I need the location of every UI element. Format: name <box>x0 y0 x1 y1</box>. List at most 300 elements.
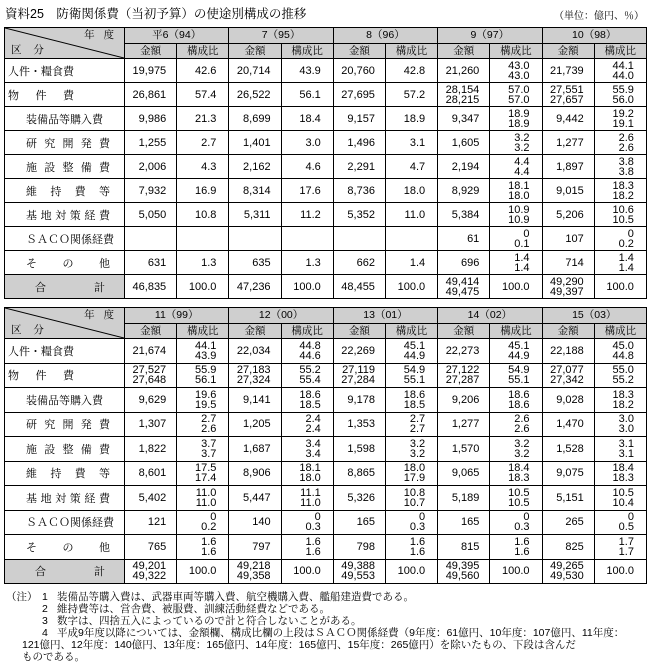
amount-cell <box>333 251 385 275</box>
footnote-number: 2 <box>42 603 48 615</box>
amount-cell <box>125 83 177 107</box>
ratio-cell <box>177 535 229 560</box>
row-label: そ の 他 <box>26 257 110 270</box>
ratio-value: 4.6 <box>305 160 321 173</box>
amount-value: 825 <box>565 540 584 553</box>
ratio-value: 17.4 <box>194 472 217 485</box>
amount-value: 8,601 <box>138 467 167 480</box>
ratio-value: 0 <box>627 227 634 240</box>
row-label: 施 設 整 備 費 <box>26 161 110 174</box>
ratio-cell <box>281 59 333 83</box>
ratio-cell <box>281 535 333 560</box>
amount-cell <box>333 275 385 299</box>
amount-header: 金額 <box>125 44 177 59</box>
category-heading: 区 分 <box>11 44 44 56</box>
ratio-value: 2.7 <box>409 413 426 426</box>
ratio-value: 17.6 <box>299 184 321 197</box>
ratio-cell <box>594 437 646 462</box>
table-row <box>5 251 647 275</box>
ratio-cell <box>385 412 437 437</box>
ratio-cell <box>594 83 646 107</box>
ratio-value: 55.0 <box>612 364 634 377</box>
ratio-cell <box>385 203 437 227</box>
budget-table-fy1999-2003 <box>4 307 647 584</box>
ratio-value: 55.2 <box>612 374 634 387</box>
amount-value: 9,347 <box>451 112 480 125</box>
amount-cell <box>333 179 385 203</box>
ratio-value: 4.4 <box>514 155 530 168</box>
amount-cell <box>125 461 177 486</box>
ratio-value: 10.5 <box>508 486 530 499</box>
amount-cell <box>229 59 281 83</box>
footnote-4-continued <box>6 651 624 663</box>
amount-cell <box>438 510 490 535</box>
amount-value: 5,189 <box>451 491 480 504</box>
amount-cell <box>229 510 281 535</box>
amount-header: 金額 <box>542 324 594 339</box>
amount-header: 金額 <box>438 44 490 59</box>
amount-value: 9,075 <box>556 467 584 480</box>
ratio-cell <box>490 131 542 155</box>
ratio-value: 100.0 <box>606 280 634 293</box>
table-row <box>5 83 647 107</box>
amount-cell <box>229 388 281 413</box>
ratio-cell <box>385 486 437 511</box>
row-label: 基 地 対 策 経 費 <box>26 492 110 505</box>
ratio-value: 4.3 <box>201 160 217 173</box>
ratio-cell <box>594 131 646 155</box>
ratio-cell <box>594 363 646 388</box>
amount-value: 9,015 <box>556 184 584 197</box>
amount-cell <box>333 339 385 364</box>
footnote-text: 平成9年度以降については、金額欄、構成比欄の上段はＳＡＣＯ関係経費（9年度：61億円、10年度：107億円、11年度： <box>57 627 625 639</box>
table-row <box>5 131 647 155</box>
amount-value: 21,674 <box>132 344 167 357</box>
ratio-cell <box>594 412 646 437</box>
ratio-cell <box>385 437 437 462</box>
amount-cell <box>125 251 177 275</box>
amount-cell <box>125 535 177 560</box>
ratio-value: 100.0 <box>397 565 426 578</box>
amount-cell <box>125 59 177 83</box>
footnote-text: 維持費等は、営舎費、被服費、訓練活動経費などである。 <box>57 603 330 615</box>
amount-cell <box>542 535 594 560</box>
ratio-cell <box>385 559 437 584</box>
ratio-cell <box>177 461 229 486</box>
ratio-value: 0.5 <box>618 521 634 534</box>
amount-value: 1,496 <box>347 136 375 149</box>
amount-value: 27,657 <box>550 93 584 106</box>
ratio-value: 3.1 <box>618 437 634 450</box>
amount-value: 26,861 <box>132 88 167 101</box>
amount-value: 9,028 <box>556 393 584 406</box>
amount-cell <box>229 363 281 388</box>
row-label: 維 持 費 等 <box>26 468 110 481</box>
amount-value: 797 <box>252 540 271 553</box>
amount-value: 5,384 <box>451 208 480 221</box>
table-row <box>5 510 647 535</box>
amount-value: 1,205 <box>243 418 271 431</box>
row-label: 装備品等購入費 <box>26 113 103 126</box>
category-heading: 区 分 <box>11 324 44 336</box>
amount-value: 662 <box>356 256 375 269</box>
amount-value: 27,287 <box>445 374 480 387</box>
amount-cell <box>438 275 490 299</box>
ratio-value: 100.0 <box>188 565 217 578</box>
ratio-value: 10.6 <box>612 203 634 216</box>
amount-value: 26,522 <box>236 88 271 101</box>
amount-value: 27,324 <box>236 374 271 387</box>
ratio-value: 1.4 <box>618 261 634 274</box>
amount-cell <box>542 363 594 388</box>
ratio-value: 3.4 <box>305 447 321 460</box>
ratio-cell <box>594 107 646 131</box>
ratio-cell <box>490 535 542 560</box>
ratio-cell <box>490 59 542 83</box>
row-label-cell <box>5 412 125 437</box>
ratio-value: 1.6 <box>201 535 217 548</box>
amount-value: 265 <box>565 516 584 529</box>
unit-label: （単位：億円、％） <box>554 11 644 22</box>
ratio-cell <box>385 461 437 486</box>
ratio-value: 55.1 <box>403 374 426 387</box>
ratio-value: 54.9 <box>508 364 530 377</box>
amount-value: 47,236 <box>236 280 271 293</box>
ratio-value: 42.8 <box>403 64 426 77</box>
amount-header: 金額 <box>125 324 177 339</box>
amount-value: 1,687 <box>243 442 271 455</box>
ratio-cell <box>594 59 646 83</box>
amount-cell <box>438 339 490 364</box>
corner-header-cell <box>5 308 125 339</box>
ratio-cell <box>385 339 437 364</box>
amount-cell <box>229 131 281 155</box>
ratio-value: 18.2 <box>612 189 634 202</box>
amount-cell <box>229 486 281 511</box>
year-header: 8（96） <box>333 28 437 44</box>
ratio-cell <box>594 251 646 275</box>
amount-header: 金額 <box>438 324 490 339</box>
amount-value: 9,206 <box>451 393 480 406</box>
ratio-value: 19.6 <box>194 388 217 401</box>
ratio-cell <box>385 155 437 179</box>
ratio-value: 43.0 <box>508 69 530 82</box>
amount-value: 2,006 <box>138 160 167 173</box>
year-header: 13（01） <box>333 308 437 324</box>
amount-cell <box>542 83 594 107</box>
ratio-cell <box>385 107 437 131</box>
amount-value: 8,736 <box>347 184 375 197</box>
row-label: ＳＡＣＯ関係経費 <box>26 517 114 530</box>
amount-cell <box>229 83 281 107</box>
ratio-cell <box>177 559 229 584</box>
row-label: 研 究 開 発 費 <box>26 137 110 150</box>
amount-value: 5,352 <box>347 208 375 221</box>
ratio-cell <box>177 179 229 203</box>
ratio-value: 1.4 <box>409 256 426 269</box>
amount-value: 714 <box>565 256 584 269</box>
table-row <box>5 559 647 584</box>
amount-value: 9,986 <box>138 112 167 125</box>
ratio-value: 18.0 <box>299 472 321 485</box>
amount-value: 1,822 <box>138 442 167 455</box>
ratio-value: 1.6 <box>409 535 426 548</box>
amount-value: 2,162 <box>243 160 271 173</box>
ratio-value: 16.9 <box>194 184 217 197</box>
ratio-value: 10.9 <box>508 203 530 216</box>
amount-value: 1,605 <box>451 136 480 149</box>
ratio-value: 18.3 <box>612 388 634 401</box>
ratio-cell <box>281 131 333 155</box>
amount-value: 27,284 <box>341 374 375 387</box>
amount-value: 21,739 <box>550 64 584 77</box>
ratio-cell <box>594 535 646 560</box>
ratio-value: 55.2 <box>299 364 321 377</box>
footnote-number: 4 <box>42 627 48 639</box>
amount-cell <box>438 155 490 179</box>
ratio-value: 18.4 <box>299 112 321 125</box>
amount-cell <box>438 412 490 437</box>
amount-value: 27,551 <box>550 83 584 96</box>
amount-value: 8,314 <box>243 184 271 197</box>
amount-value: 165 <box>460 516 480 529</box>
ratio-value: 3.7 <box>201 437 217 450</box>
ratio-cell <box>594 559 646 584</box>
ratio-value: 57.0 <box>508 83 530 96</box>
ratio-value: 100.0 <box>502 565 530 578</box>
table-row <box>5 486 647 511</box>
ratio-cell <box>281 437 333 462</box>
row-label: 装備品等購入費 <box>26 394 103 407</box>
ratio-value: 1.6 <box>409 545 426 558</box>
amount-cell <box>125 486 177 511</box>
ratio-value: 2.7 <box>409 423 426 436</box>
ratio-value: 18.6 <box>508 388 530 401</box>
row-label-cell <box>5 107 125 131</box>
amount-value: 1,277 <box>451 418 480 431</box>
ratio-cell <box>281 486 333 511</box>
amount-cell <box>125 388 177 413</box>
ratio-cell <box>281 251 333 275</box>
amount-cell <box>333 535 385 560</box>
amount-value: 8,906 <box>243 467 271 480</box>
footnote-3 <box>6 615 624 627</box>
amount-value: 1,470 <box>556 418 584 431</box>
amount-value: 28,154 <box>445 83 480 96</box>
ratio-value: 18.5 <box>299 398 321 411</box>
ratio-value: 3.8 <box>618 165 634 178</box>
ratio-cell <box>490 203 542 227</box>
ratio-value: 57.4 <box>194 88 217 101</box>
year-header: 9（97） <box>438 28 542 44</box>
amount-value: 5,206 <box>556 208 584 221</box>
ratio-cell <box>281 107 333 131</box>
ratio-cell <box>177 363 229 388</box>
ratio-cell <box>385 388 437 413</box>
ratio-value: 43.9 <box>299 64 321 77</box>
amount-value: 27,342 <box>550 374 584 387</box>
row-label: 基 地 対 策 経 費 <box>26 209 110 222</box>
ratio-value: 19.1 <box>612 117 634 130</box>
ratio-cell <box>281 203 333 227</box>
ratio-value: 21.3 <box>194 112 217 125</box>
amount-value: 107 <box>565 232 584 245</box>
ratio-cell <box>385 59 437 83</box>
ratio-value: 10.8 <box>194 208 217 221</box>
year-header: 14（02） <box>438 308 542 324</box>
table-row <box>5 107 647 131</box>
ratio-value: 0 <box>210 511 217 524</box>
amount-value: 5,151 <box>556 491 584 504</box>
row-label: 施 設 整 備 費 <box>26 443 110 456</box>
ratio-cell <box>594 339 646 364</box>
ratio-value: 3.2 <box>409 437 426 450</box>
amount-cell <box>438 388 490 413</box>
ratio-value: 100.0 <box>188 280 217 293</box>
ratio-cell <box>594 388 646 413</box>
amount-cell <box>438 59 490 83</box>
amount-cell <box>438 83 490 107</box>
amount-value: 9,629 <box>138 393 167 406</box>
amount-value: 27,648 <box>132 374 167 387</box>
table-row <box>5 339 647 364</box>
amount-value: 20,714 <box>236 64 271 77</box>
amount-value: 27,122 <box>445 364 480 377</box>
amount-value: 49,475 <box>445 285 480 298</box>
ratio-value: 0.1 <box>514 237 530 250</box>
amount-cell <box>438 131 490 155</box>
amount-cell <box>229 203 281 227</box>
ratio-cell <box>177 131 229 155</box>
amount-value: 1,401 <box>243 136 271 149</box>
amount-value: 121 <box>147 516 167 529</box>
amount-cell <box>333 461 385 486</box>
ratio-cell <box>385 510 437 535</box>
ratio-value: 43.9 <box>194 349 217 362</box>
ratio-header: 構成比 <box>177 44 229 59</box>
amount-value: 49,290 <box>550 275 584 288</box>
ratio-value: 55.9 <box>194 364 217 377</box>
table-row <box>5 179 647 203</box>
ratio-value: 3.0 <box>618 423 634 436</box>
ratio-cell <box>177 339 229 364</box>
ratio-value: 2.4 <box>305 413 321 426</box>
ratio-cell <box>490 559 542 584</box>
ratio-value: 3.7 <box>201 447 217 460</box>
amount-cell <box>333 412 385 437</box>
row-label: 合 計 <box>35 281 105 294</box>
amount-cell <box>125 107 177 131</box>
amount-cell <box>438 437 490 462</box>
document-title: 資料25 防衛関係費（当初予算）の使途別構成の推移 <box>5 7 307 21</box>
ratio-value: 11.0 <box>404 208 426 221</box>
ratio-cell <box>177 437 229 462</box>
amount-value: 9,141 <box>243 393 271 406</box>
ratio-cell <box>490 275 542 299</box>
ratio-cell <box>177 251 229 275</box>
amount-value: 9,065 <box>451 467 480 480</box>
ratio-value: 18.0 <box>508 189 530 202</box>
ratio-cell <box>385 131 437 155</box>
ratio-value: 3.1 <box>618 447 634 460</box>
ratio-value: 3.4 <box>305 437 321 450</box>
amount-value: 28,215 <box>445 93 480 106</box>
ratio-value: 2.7 <box>201 136 217 149</box>
ratio-value: 10.5 <box>612 486 634 499</box>
amount-cell <box>333 131 385 155</box>
ratio-value: 18.9 <box>508 117 530 130</box>
amount-cell <box>333 486 385 511</box>
ratio-value: 19.5 <box>194 398 217 411</box>
ratio-value: 0 <box>627 511 634 524</box>
amount-value: 49,553 <box>341 570 375 583</box>
ratio-cell <box>177 155 229 179</box>
footnote-2 <box>6 603 624 615</box>
ratio-value: 44.8 <box>299 339 321 352</box>
row-label-cell <box>5 339 125 364</box>
ratio-value: 56.1 <box>194 374 217 387</box>
ratio-value: 2.4 <box>305 423 321 436</box>
ratio-value: 42.6 <box>194 64 217 77</box>
amount-cell <box>542 179 594 203</box>
ratio-value: 4.7 <box>409 160 426 173</box>
ratio-value: 45.1 <box>403 339 426 352</box>
amount-value: 49,530 <box>550 570 584 583</box>
ratio-cell <box>177 83 229 107</box>
year-header: 7（95） <box>229 28 333 44</box>
amount-cell <box>125 275 177 299</box>
amount-value: 48,455 <box>341 280 375 293</box>
ratio-header: 構成比 <box>490 324 542 339</box>
ratio-value: 0.2 <box>618 237 634 250</box>
ratio-value: 0.3 <box>409 521 426 534</box>
ratio-value: 43.0 <box>508 59 530 72</box>
row-label: ＳＡＣＯ関係経費 <box>26 233 114 246</box>
ratio-cell <box>177 486 229 511</box>
amount-cell <box>542 227 594 251</box>
year-header: 15（03） <box>542 308 646 324</box>
ratio-value: 1.4 <box>514 261 530 274</box>
amount-cell <box>438 535 490 560</box>
amount-cell <box>229 155 281 179</box>
ratio-cell <box>177 412 229 437</box>
ratio-cell <box>385 251 437 275</box>
amount-cell <box>333 155 385 179</box>
ratio-value: 55.1 <box>508 374 530 387</box>
footnote-number: 1 <box>42 591 48 603</box>
row-label: 人件・糧食費 <box>8 65 74 78</box>
ratio-cell <box>281 412 333 437</box>
ratio-cell <box>490 227 542 251</box>
ratio-value: 55.9 <box>612 83 634 96</box>
amount-cell <box>542 510 594 535</box>
ratio-cell <box>177 388 229 413</box>
row-label: 物 件 費 <box>8 370 74 383</box>
row-label-cell <box>5 535 125 560</box>
amount-value: 165 <box>356 516 375 529</box>
ratio-value: 18.0 <box>403 184 426 197</box>
amount-value: 1,255 <box>138 136 167 149</box>
amount-value: 5,050 <box>138 208 167 221</box>
ratio-value: 57.0 <box>508 93 530 106</box>
ratio-value: 11.1 <box>300 486 321 499</box>
ratio-value: 44.6 <box>299 349 321 362</box>
ratio-value: 11.0 <box>300 496 321 509</box>
footnote-text: ものである。 <box>22 651 85 663</box>
table-row <box>5 275 647 299</box>
amount-cell <box>125 363 177 388</box>
amount-value: 19,975 <box>132 64 167 77</box>
